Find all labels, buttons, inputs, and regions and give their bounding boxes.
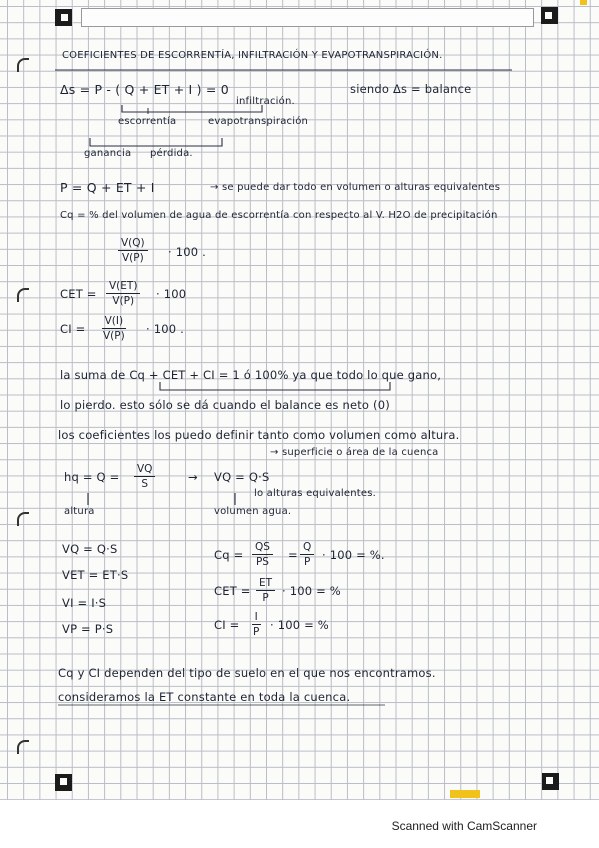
cet-final-fraction-den: P [262, 592, 269, 604]
cq-fraction [118, 236, 148, 265]
notes-title: COEFICIENTES DE ESCORRENTÍA, INFILTRACIÓN Y EVAPOTRANSPIRACIÓN. [62, 50, 443, 61]
ci-final-lhs: CI = [214, 618, 240, 632]
corner-marker-top-left [55, 9, 72, 26]
ci-fraction [100, 314, 128, 343]
cet-final-fraction [256, 576, 275, 605]
superficie-label: → superficie o área de la cuenca [270, 447, 439, 458]
evapotranspiracion-label: evapotranspiración [208, 116, 309, 127]
ci-lhs: CI = [60, 322, 86, 336]
cq-final-fraction-2-num: Q [300, 540, 314, 555]
p-equation: P = Q + ET + I [60, 180, 155, 195]
page-header-field [81, 8, 534, 27]
alturas-equivalentes-label: lo alturas equivalentes. [254, 488, 377, 499]
page-foot-marker [450, 790, 480, 798]
cq-final-fraction-1-den: PS [255, 556, 269, 568]
cq-final-lhs: Cq = [214, 548, 244, 562]
volume-formula: VET = ET·S [62, 568, 129, 582]
cet-final-fraction-num: ET [256, 576, 275, 591]
cq-final-fraction-2-den: P [303, 556, 311, 568]
page-tab-marker [580, 0, 587, 5]
ci-final-fraction [250, 610, 262, 639]
volume-formula: VQ = Q·S [62, 542, 118, 556]
corner-marker-bottom-left [55, 774, 72, 791]
ci-final-fraction-den: P [253, 626, 260, 638]
cet-suffix: · 100 [156, 287, 187, 301]
cq-final-fraction-2 [300, 540, 314, 569]
cq-final-tail: · 100 = %. [322, 548, 385, 562]
volume-formula: VP = P·S [62, 622, 114, 636]
cet-final-lhs: CET = [214, 584, 251, 598]
camscanner-watermark-text: Scanned with CamScanner [391, 819, 537, 833]
cet-fraction-numerator: V(ET) [106, 279, 140, 294]
hq-equation: hq = Q = [64, 470, 120, 484]
corner-marker-top-right [541, 7, 558, 24]
cq-fraction-numerator: V(Q) [118, 236, 148, 251]
binding-ring [17, 740, 29, 754]
binding-ring [17, 512, 29, 526]
volume-formula: VI = I·S [62, 596, 107, 610]
altura-label: altura [64, 506, 95, 517]
cq-fraction-denominator: V(P) [121, 252, 144, 264]
cet-fraction [106, 279, 140, 308]
hq-arrow: → [188, 470, 198, 484]
suma-line-1: la suma de Cq + CET + CI = 1 ó 100% ya que todo lo que gano, [60, 368, 442, 382]
ganancia-label: ganancia [84, 148, 132, 159]
suma-line-2: lo pierdo. esto sólo se dá cuando el balance es neto (0) [60, 398, 390, 412]
p-comment: → se puede dar todo en volumen o alturas equivalentes [210, 182, 501, 193]
hq-fraction-denominator: S [141, 478, 149, 490]
closing-line-2: consideramos la ET constante en toda la cuenca. [58, 690, 351, 704]
cq-final-equals: = [288, 548, 298, 562]
binding-ring [17, 288, 29, 302]
infiltracion-label: infiltración. [236, 96, 295, 107]
hq-fraction [134, 462, 155, 491]
cq-final-fraction-1-num: QS [252, 540, 273, 555]
perdida-label: pérdida. [150, 148, 193, 159]
cet-fraction-denominator: V(P) [112, 295, 135, 307]
balance-siendo-note: siendo Δs = balance [350, 82, 472, 96]
volumen-agua-label: volumen agua. [214, 506, 292, 517]
ci-final-fraction-num: I [252, 610, 261, 625]
ci-fraction-numerator: V(I) [102, 314, 126, 329]
cq-final-fraction-1 [252, 540, 273, 569]
vq-equation: VQ = Q·S [214, 470, 270, 484]
suma-line-3: los coeficientes los puedo definir tanto como volumen como altura. [58, 428, 460, 442]
cq-definition: Cq = % del volumen de agua de escorrentía con respecto al V. H2O de precipitación [60, 210, 498, 221]
balance-equation: Δs = P - ( Q + ET + I ) = 0 [60, 82, 229, 97]
corner-marker-bottom-right [542, 773, 559, 790]
scan-footer [0, 800, 599, 848]
ci-fraction-denominator: V(P) [103, 330, 125, 342]
ci-suffix: · 100 . [146, 322, 184, 336]
cet-final-tail: · 100 = % [282, 584, 341, 598]
binding-ring [17, 58, 29, 72]
closing-line-1: Cq y CI dependen del tipo de suelo en el que nos encontramos. [58, 666, 436, 680]
ci-final-tail: · 100 = % [270, 618, 329, 632]
cq-fraction-suffix: · 100 . [168, 245, 206, 259]
cet-lhs: CET = [60, 287, 97, 301]
escorrentia-label: escorrentía [118, 116, 177, 127]
hq-fraction-numerator: VQ [134, 462, 155, 477]
